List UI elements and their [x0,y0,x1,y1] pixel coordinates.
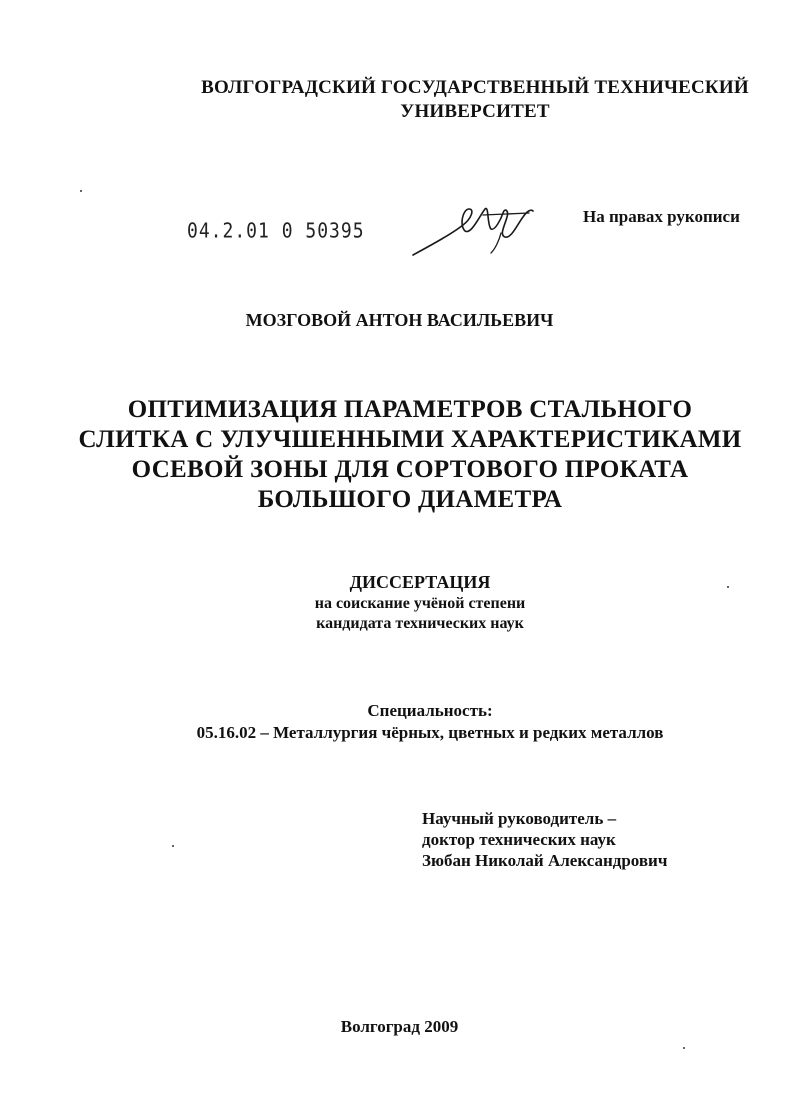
university-line-2: УНИВЕРСИТЕТ [400,101,550,122]
supervisor-role: Научный руководитель – [422,809,617,828]
specialty-label: Специальность: [367,701,493,720]
scan-speck [80,190,82,192]
specialty-block [100,700,760,744]
signature-icon [405,195,535,265]
city-year: Волгоград 2009 [340,1017,459,1036]
degree-line-2: кандидата технических наук [316,615,524,632]
dissertation-block [180,571,660,634]
supervisor-block [422,808,667,871]
scan-speck [683,1047,685,1049]
supervisor-degree: доктор технических наук [422,830,616,849]
dissertation-heading: ДИССЕРТАЦИЯ [349,572,491,592]
title-line: ОСЕВОЙ ЗОНЫ ДЛЯ СОРТОВОГО ПРОКАТА [131,456,689,483]
degree-line-1: на соискание учёной степени [314,595,526,612]
scan-speck [727,586,729,588]
dissertation-title [60,395,760,515]
title-line: СЛИТКА С УЛУЧШЕННЫМИ ХАРАКТЕРИСТИКАМИ [78,426,742,453]
registration-number-stamp: 04.2.01 0 50395 [187,219,365,244]
supervisor-name: Зюбан Николай Александрович [422,851,668,870]
title-line: ОПТИМИЗАЦИЯ ПАРАМЕТРОВ СТАЛЬНОГО [127,396,693,423]
title-line: БОЛЬШОГО ДИАМЕТРА [257,486,563,513]
author-name: МОЗГОВОЙ АНТОН ВАСИЛЬЕВИЧ [245,310,554,330]
university-line-1: ВОЛГОГРАДСКИЙ ГОСУДАРСТВЕННЫЙ ТЕХНИЧЕСКИЙ [201,77,749,98]
rights-note: На правах рукописи [583,207,740,226]
scan-speck [172,845,174,847]
university-name [170,76,780,124]
specialty-value: 05.16.02 – Металлургия чёрных, цветных и редких металлов [196,723,664,742]
